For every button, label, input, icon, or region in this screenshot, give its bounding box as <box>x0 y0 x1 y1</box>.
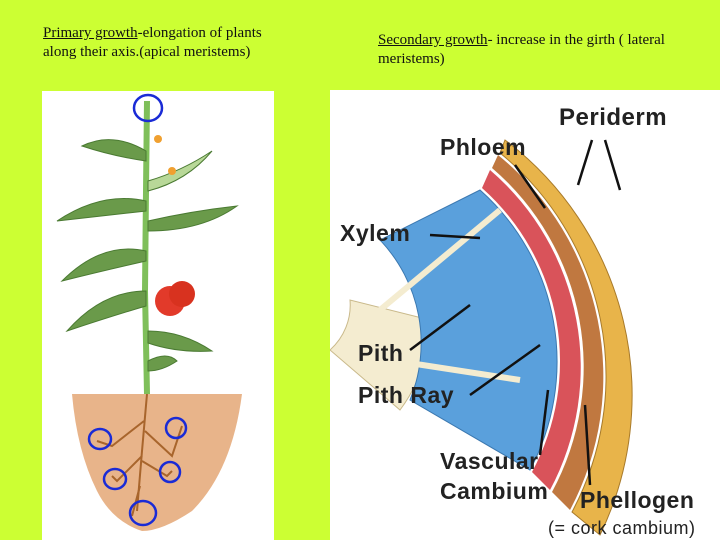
periderm-label: Periderm <box>559 104 668 131</box>
primary-growth-description: -elongation of plants along their axis.(apical meristems) <box>43 25 262 60</box>
plant-illustration <box>42 91 274 540</box>
flower <box>168 167 176 175</box>
tomato-fruit-cut <box>169 281 195 307</box>
primary-growth-caption <box>43 24 273 62</box>
phloem-label: Phloem <box>440 134 527 160</box>
phellogen-label: Phellogen <box>580 487 695 513</box>
stem <box>145 101 147 394</box>
stem-cross-section-diagram <box>330 90 720 540</box>
primary-growth-term: Primary growth <box>43 25 138 41</box>
flower <box>154 135 162 143</box>
pith-ray-label: Pith Ray <box>358 382 455 408</box>
cork-cambium-label: (= cork cambium) <box>548 518 696 538</box>
secondary-growth-term: Secondary growth <box>378 32 488 48</box>
secondary-growth-description: - increase in the girth ( lateral meristems) <box>378 32 665 67</box>
secondary-growth-caption <box>378 31 698 69</box>
tomato-plant-image <box>42 91 274 540</box>
pith-label: Pith <box>358 340 404 366</box>
cambium-label: Cambium <box>440 478 549 504</box>
vascular-label: Vascular <box>440 448 539 474</box>
xylem-label: Xylem <box>340 220 411 246</box>
